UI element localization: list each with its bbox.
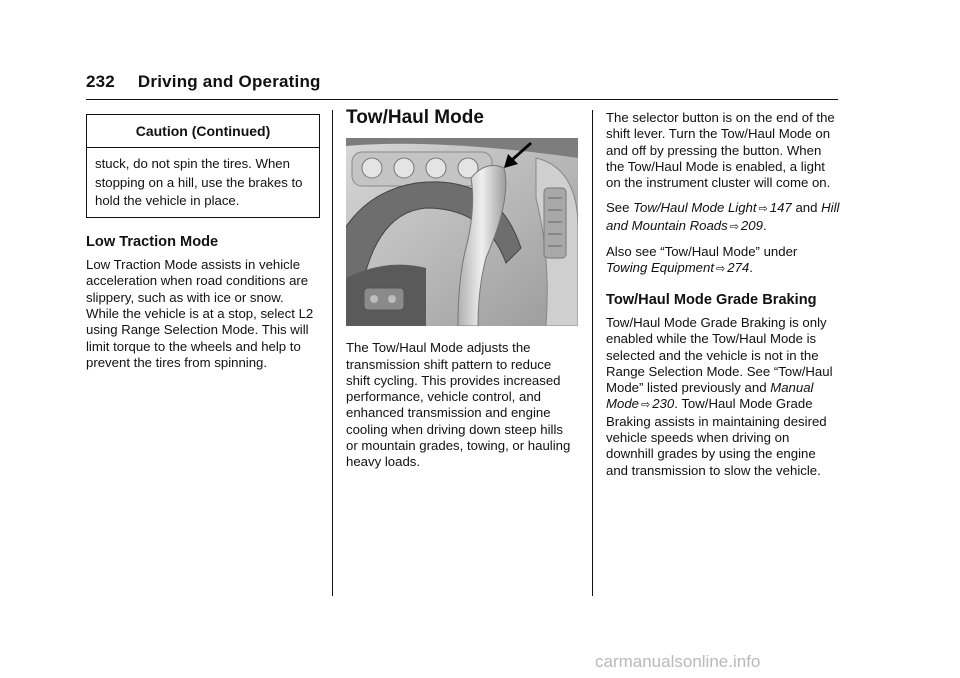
link-manual-mode[interactable]: Manual Mode [606, 380, 814, 412]
caution-body: stuck, do not spin the tires. When stopping on a hill, use the brakes to hold the vehicle in place. [95, 156, 303, 209]
column-2 [346, 107, 578, 480]
also-see-paragraph [606, 244, 840, 278]
grade-braking-text-2: . Tow/Haul Mode Grade Braking assists in maintaining desired vehicle speeds when driving on downhill grades by using the engine and transmission to slow the vehicle. [606, 396, 827, 478]
low-traction-body: Low Traction Mode assists in vehicle acceleration when road conditions are slippery, such as with ice or snow. While the vehicle is at a stop, select L2 using Range Selection Mode. This will limit torque to the wheels and help to prevent the tires from spinning. [86, 257, 314, 370]
also-see-prefix: Also see “Tow/Haul Mode” under [606, 244, 798, 260]
header-rule [86, 99, 838, 100]
shift-lever-photo [346, 138, 578, 326]
page-number: 232 [86, 72, 115, 91]
page-ref-arrow-icon: ⇨ [758, 203, 768, 216]
page-ref-arrow-icon: ⇨ [641, 399, 651, 412]
grade-braking-body [606, 315, 840, 479]
chapter-title: Driving and Operating [137, 72, 321, 91]
column-3 [606, 110, 840, 488]
tow-haul-body-1: The Tow/Haul Mode adjusts the transmission shift pattern to reduce shift cycling. This provides increased performance, vehicle control, and enhanced transmission and engine cooling when driving down steep hills or mountain grades, towing, or hauling heavy loads. [346, 340, 571, 470]
low-traction-heading: Low Traction Mode [86, 233, 219, 250]
see-also-paragraph [606, 200, 840, 235]
link-tow-haul-mode-light[interactable]: Tow/Haul Mode Light [633, 200, 757, 216]
tow-haul-body-2: The selector button is on the end of the shift lever. Turn the Tow/Haul Mode on and off by pressing the button. When the Tow/Haul Mode is enabled, a light on the instrument cluster will come on. [606, 110, 835, 191]
page-ref-arrow-icon: ⇨ [716, 263, 726, 276]
grade-braking-heading: Tow/Haul Mode Grade Braking [606, 291, 817, 308]
page-ref-230[interactable]: 230 [652, 396, 675, 412]
link-hill-and-mountain-roads[interactable]: Hill and Mountain Roads [606, 200, 840, 233]
page-header [86, 72, 321, 92]
see-and: and [791, 200, 822, 216]
tow-haul-title: Tow/Haul Mode [346, 107, 484, 128]
caution-heading: Caution (Continued) [87, 115, 319, 148]
page-ref-209[interactable]: 209 [740, 217, 763, 233]
grade-braking-text-1: Tow/Haul Mode Grade Braking is only enabled while the Tow/Haul Mode is selected and the vehicle is not in the Range Selection Mode. See “Tow/Haul Mode” listed previously and [606, 314, 833, 396]
caution-box [86, 114, 320, 218]
link-towing-equipment[interactable]: Towing Equipment [606, 260, 715, 276]
column-divider-2 [592, 110, 593, 596]
column-divider-1 [332, 110, 333, 596]
page-ref-274[interactable]: 274 [727, 260, 750, 276]
column-1 [86, 114, 320, 380]
see-prefix: See [606, 200, 634, 216]
watermark: carmanualsonline.info [595, 652, 761, 671]
also-see-end: . [749, 260, 753, 276]
page-ref-arrow-icon: ⇨ [729, 220, 739, 233]
page-ref-147[interactable]: 147 [769, 200, 792, 216]
see-end: . [762, 217, 767, 233]
